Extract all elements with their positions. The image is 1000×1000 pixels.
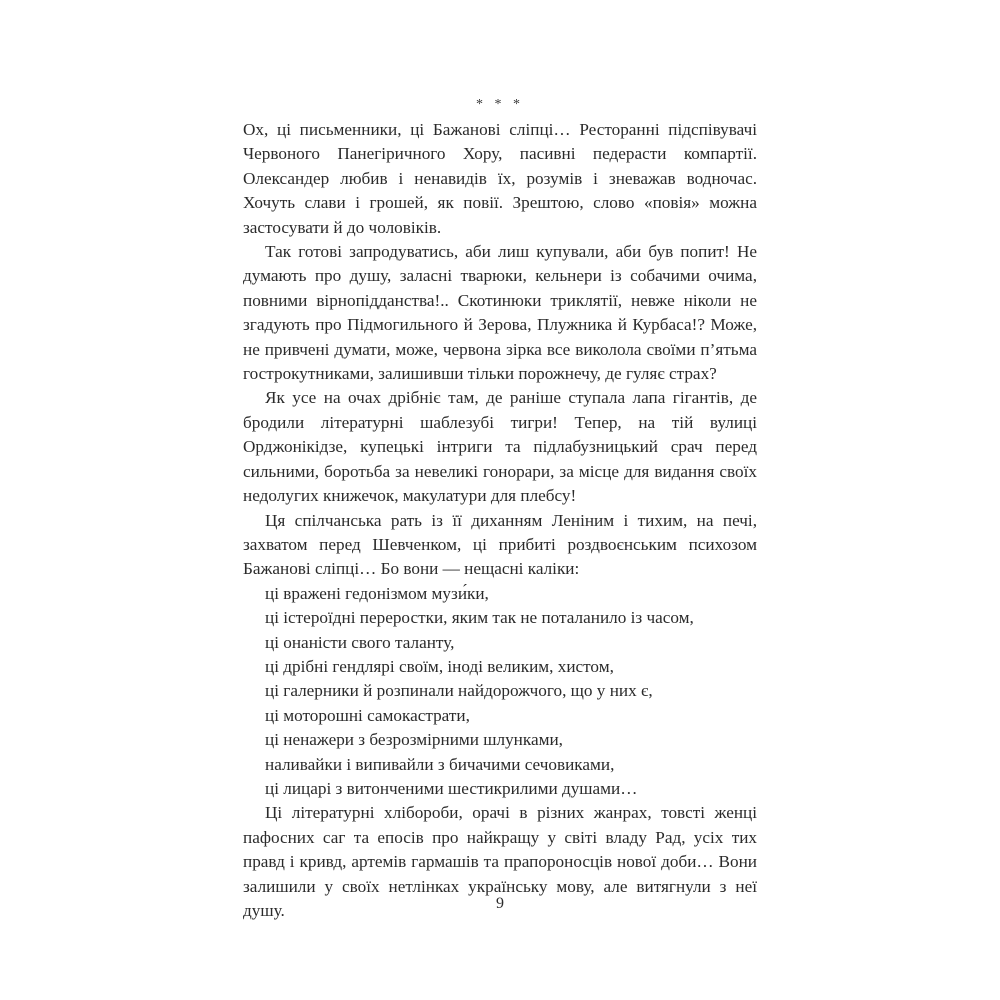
page-number: 9 [496, 895, 504, 912]
list-item: ці лицарі з витонченими шестикрилими душами… [265, 778, 638, 798]
list-item: ці вражені гедонізмом музи́ки, [265, 583, 489, 603]
page-body [243, 96, 757, 923]
list-item: ці ненажери з безрозмірними шлунками, [265, 730, 563, 750]
paragraph-1: Ох, ці письменники, ці Бажанові сліпці… Ресторанні підспівувачі Червоного Панегіричного Хору, пасивні педерасти компартії. Олександер любив і ненавидів їх, розумів і зневажав водночас. Хочуть слави і грошей, як повії. Зрештою, слово «повія» можна застосувати й до чоловіків. [243, 120, 757, 237]
paragraph-2: Так готові запродуватись, аби лиш купували, аби був попит! Не думають про душу, заласні тварюки, кельнери із собачими очима, повними вірнопідданства!.. Скотинюки триклятії, невже ніколи не згадують про Підмогильного й Зерова, Плужника й Курбаса!? Може, не привчені думати, може, червона зірка все виколола своїми п’ятьма гострокутниками, залишивши тільки порожнечу, де гуляє страх? [243, 242, 757, 384]
list-item: ці онаністи свого таланту, [265, 632, 455, 652]
list-item: ці істероїдні переростки, яким так не поталанило із часом, [265, 608, 694, 628]
list-item: ці дрібні гендлярі своїм, іноді великим, хистом, [265, 656, 614, 676]
paragraph-3: Як усе на очах дрібніє там, де раніше ступала лапа гігантів, де бродили літературні шаблезубі тигри! Тепер, на тій вулиці Орджонікідзе, купецькі інтриги та підлабузницький срач перед сильними, боротьба за невеликі гонорари, за місце для видання своїх недолугих книжечок, макулатури для плебсу! [243, 388, 757, 506]
list-item: наливайки і випивайли з бичачими сечовиками, [265, 754, 615, 774]
list-item: ці галерники й розпинали найдорожчого, що у них є, [265, 681, 653, 701]
section-separator: * * * [476, 97, 524, 112]
enumeration-list [243, 582, 757, 802]
list-item: ці моторошні самокастрати, [265, 705, 470, 725]
paragraph-4: Ця спілчанська рать із її диханням Леніним і тихим, на печі, захватом перед Шевченком, ці прибиті роздвоєнським психозом Бажанові сліпці… Бо вони — нещасні каліки: [243, 510, 757, 579]
paragraph-5: Ці літературні хлібороби, орачі в різних жанрах, товсті женці пафосних саг та епосів про найкращу у світі владу Рад, усіх тих правд і кривд, артемів гармашів та прапороносців нової доби… Вони залишили у своїх нетлінках українську мову, але витягнули з неї душу. [243, 803, 757, 920]
